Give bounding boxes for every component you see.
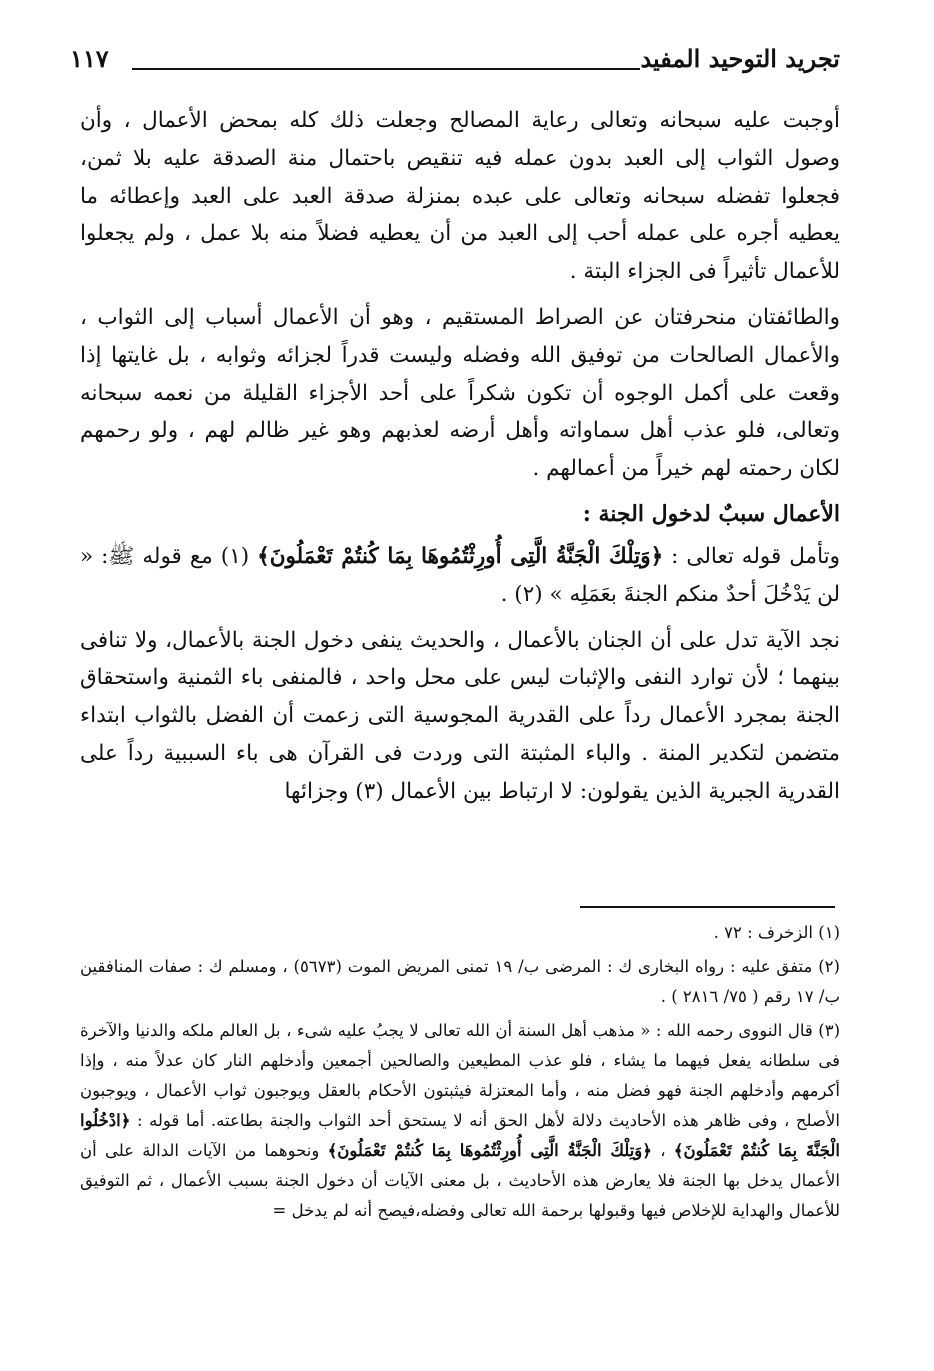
- footnote-3-separator: ،: [651, 1141, 674, 1160]
- paragraph-3: [80, 538, 840, 614]
- header-rule: [132, 68, 640, 70]
- section-heading: الأعمال سببٌ لدخول الجنة :: [582, 500, 840, 527]
- paragraph-1: أوجبت عليه سبحانه وتعالى رعاية المصالح وجعلت ذلك كله بمحض الأعمال ، وأن وصول الثواب إلى العبد بدون عمله فيه تنقيص باحتمال منة الصدقة عليه بلا ثمن، فجعلوا تفضله سبحانه وتعالى على عبده بمنزلة صدقة العبد على العبد وإعطائه ما يعطيه أجره على عمله أحب إلى العبد من أن يعطيه فضلاً منه بلا عمل ، ولم يجعلوا للأعمال تأثيراً فى الجزاء البتة .: [80, 108, 840, 285]
- page-header: [70, 44, 840, 84]
- quran-verse: ﴿وَتِلْكَ الْجَنَّةُ الَّتِى أُورِثْتُمُوهَا بِمَا كُنتُمْ تَعْمَلُونَ﴾: [257, 543, 664, 569]
- footnote-3-verse-1: ﴿ادْخُلُوا الْجَنَّةَ بِمَا كُنتُمْ تَعْمَلُونَ﴾: [80, 1111, 840, 1160]
- main-text: [80, 102, 840, 819]
- footnote-3-verse-2: ﴿وَتِلْكَ الْجَنَّةُ الَّتِى أُورِثْتُمُوهَا بِمَا كُنتُمْ تَعْمَلُونَ﴾: [327, 1141, 652, 1160]
- footnote-3: [80, 1016, 840, 1226]
- page-number: ١١٧: [70, 44, 109, 73]
- paragraph-3-intro: وتأمل قوله تعالى :: [663, 543, 840, 569]
- footnote-2: (٢) متفق عليه : رواه البخارى ك : المرضى ب/ ١٩ تمنى المريض الموت (٥٦٧٣) ، ومسلم ك : صفات المنافقين ب/ ١٧ رقم ( ٧٥/ ٢٨١٦ ) .: [80, 957, 840, 1006]
- footnote-rule: [580, 906, 835, 908]
- footnote-1: (١) الزخرف : ٧٢ .: [713, 923, 840, 942]
- footnote-3-text-a: (٣) قال النووى رحمه الله : « مذهب أهل السنة أن الله تعالى لا يجبُ عليه شىء ، بل العالم ملكه والدنيا والآخرة فى سلطانه يفعل فيهما ما يشاء ، فلو عذب المطيعين والصالحين أجمعين وأدخلهم النار كان عدلاً منه ، وإذا أكرمهم وأدخلهم الجنة فهو فضل منه ، وأما المعتزلة فيثبتون الأحكام بالعقل ويوجبون ثواب الأعمال ، ويوجبون الأصلح ، وفى ظاهر هذه الأحاديث دلالة لأهل الحق أنه لا يستحق أحد الثواب والجنة بطاعته. أما قوله :: [80, 1021, 840, 1130]
- footnotes: [80, 918, 840, 1230]
- running-title: تجريد التوحيد المفيد: [640, 44, 840, 73]
- paragraph-3-hadith: (١) مع قوله ﷺ: « لن يَدْخُلَ أحدٌ منكم الجنةَ بعَمَلِه » (٢) .: [80, 543, 840, 607]
- paragraph-4: نجد الآية تدل على أن الجنان بالأعمال ، والحديث ينفى دخول الجنة بالأعمال، ولا تنافى بينهما ؛ لأن توارد النفى والإثبات ليس على محل واحد ، فالمنفى باء الثمنية واستحقاق الجنة بمجرد الأعمال رداً على القدرية المجوسية التى زعمت أن الفضل بالثواب ابتداء متضمن لتكدير المنة . والباء المثبتة التى وردت فى القرآن هى باء السببية رداً على القدرية الجبرية الذين يقولون: لا ارتباط بين الأعمال (٣) وجزائها: [80, 627, 840, 804]
- paragraph-2: والطائفتان منحرفتان عن الصراط المستقيم ، وهو أن الأعمال أسباب إلى الثواب ، والأعمال الصالحات من توفيق الله وفضله وليست قدراً لجزائه وثوابه ، بل غايتها إذا وقعت على أكمل الوجوه أن تكون شكراً على أحد الأجزاء القليلة من نعمه سبحانه وتعالى، فلو عذب أهل سماواته وأهل أرضه لعذبهم وهو غير ظالم لهم ، ولو رحمهم لكان رحمته لهم خيراً من أعمالهم .: [80, 304, 840, 482]
- footnote-3-text-b: ونحوهما من الآيات الدالة على أن الأعمال يدخل بها الجنة فلا يعارض هذه الأحاديث ، بل معنى الآيات أن دخول الجنة بسبب الأعمال ، ثم التوفيق للأعمال والهداية للإخلاص فيها وقبولها برحمة الله تعالى وفضله،فيصح أنه لم يدخل =: [80, 1141, 840, 1220]
